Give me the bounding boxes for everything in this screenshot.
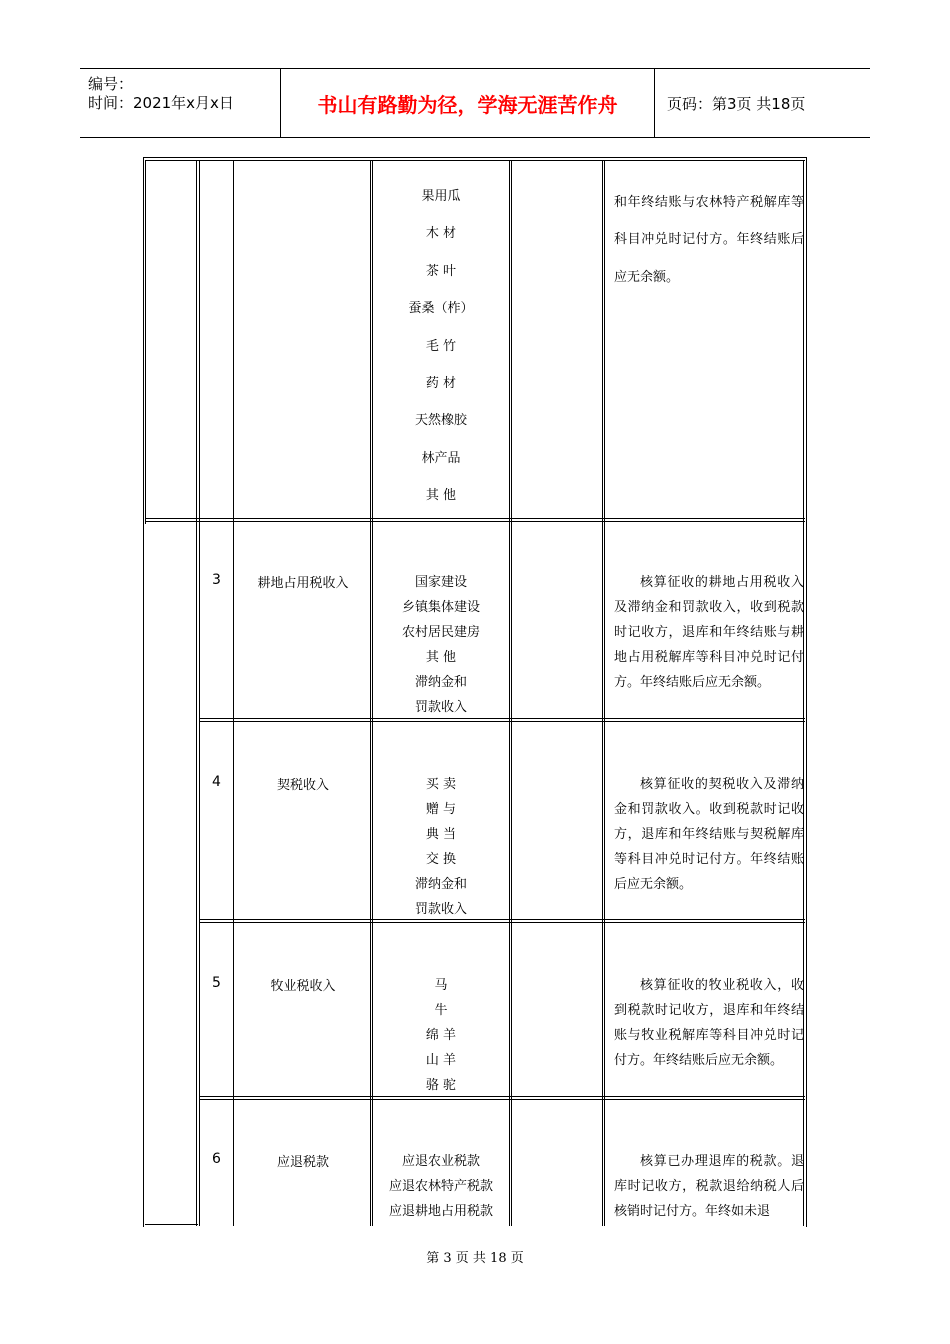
number-label: 编号： — [88, 75, 134, 93]
row6-description — [614, 1149, 804, 1224]
row4-items — [373, 772, 509, 922]
row5-number: 5 — [212, 975, 221, 991]
list-item: 应退耕地占用税款 — [388, 1204, 493, 1219]
list-item: 山 羊 — [425, 1053, 457, 1068]
list-item: 应退农林特产税款 — [388, 1179, 493, 1194]
list-item: 交 换 — [425, 852, 457, 867]
list-item: 马 — [434, 978, 448, 993]
row0-items — [373, 178, 509, 515]
list-item: 天然橡胶 — [414, 413, 467, 429]
list-item: 赠 与 — [425, 802, 457, 817]
list-item: 骆 驼 — [425, 1078, 457, 1093]
list-item: 茶 叶 — [425, 263, 457, 279]
time-label: 时间：2021年x月x日 — [88, 94, 234, 112]
row0-description: 和年终结账与农林特产税解库等科目冲兑时记付方。年终结账后应无余额。 — [614, 195, 804, 285]
row4-description — [614, 772, 804, 897]
list-item: 买 卖 — [425, 777, 457, 792]
row5-name: 牧业税收入 — [270, 979, 336, 994]
list-item: 滞纳金和 — [414, 877, 467, 892]
row3-description-text: 核算征收的耕地占用税收入及滞纳金和罚款收入，收到税款时记收方，退库和年终结账与耕地占用税解库等科目冲兑时记付方。年终结账后应无余额。 — [614, 575, 804, 690]
row4-name: 契税收入 — [276, 778, 329, 793]
list-item: 应退农业税款 — [401, 1154, 480, 1169]
list-item: 绵 羊 — [425, 1028, 457, 1043]
row6-number: 6 — [212, 1151, 221, 1167]
list-item: 其 他 — [425, 488, 457, 504]
list-item: 毛 竹 — [425, 338, 457, 354]
row4-number: 4 — [212, 774, 221, 790]
list-item: 滞纳金和 — [414, 675, 467, 690]
row5-items — [373, 973, 509, 1098]
motto-title: 书山有路勤为径，学海无涯苦作舟 — [281, 69, 655, 137]
list-item: 牛 — [434, 1003, 448, 1018]
page-number-label: 页码：第3页 共18页 — [667, 94, 806, 113]
list-item: 果用瓜 — [421, 189, 461, 204]
row5-description-text: 核算征收的牧业税收入，收到税款时记收方，退库和年终结账与牧业税解库等科目冲兑时记付方。年终结账后应无余额。 — [614, 978, 804, 1068]
list-item: 典 当 — [425, 827, 457, 842]
list-item: 其 他 — [425, 650, 457, 665]
list-item: 国家建设 — [414, 575, 467, 590]
list-item: 罚款收入 — [414, 700, 467, 715]
list-item: 药 材 — [425, 376, 457, 392]
row5-description — [614, 973, 804, 1073]
list-item: 林产品 — [421, 450, 461, 466]
row6-name: 应退税款 — [276, 1155, 329, 1170]
row3-name: 耕地占用税收入 — [257, 576, 349, 591]
row3-number: 3 — [212, 572, 221, 588]
header-meta — [80, 69, 281, 137]
row6-description-text: 核算已办理退库的税款。退库时记收方，税款退给纳税人后核销时记付方。年终如未退 — [614, 1154, 804, 1219]
page-footer: 第 3 页 共 18 页 — [426, 1251, 524, 1266]
row4-description-text: 核算征收的契税收入及滞纳金和罚款收入。收到税款时记收方，退库和年终结账与契税解库等科目冲兑时记付方。年终结账后应无余额。 — [614, 777, 804, 892]
list-item: 木 材 — [425, 226, 457, 242]
page-header — [80, 68, 870, 138]
row3-items — [373, 570, 509, 720]
row3-description — [614, 570, 804, 695]
row6-items — [373, 1149, 509, 1224]
list-item: 蚕桑（柞） — [408, 301, 474, 317]
list-item: 乡镇集体建设 — [401, 600, 480, 615]
list-item: 农村居民建房 — [401, 625, 480, 640]
list-item: 罚款收入 — [414, 902, 467, 917]
